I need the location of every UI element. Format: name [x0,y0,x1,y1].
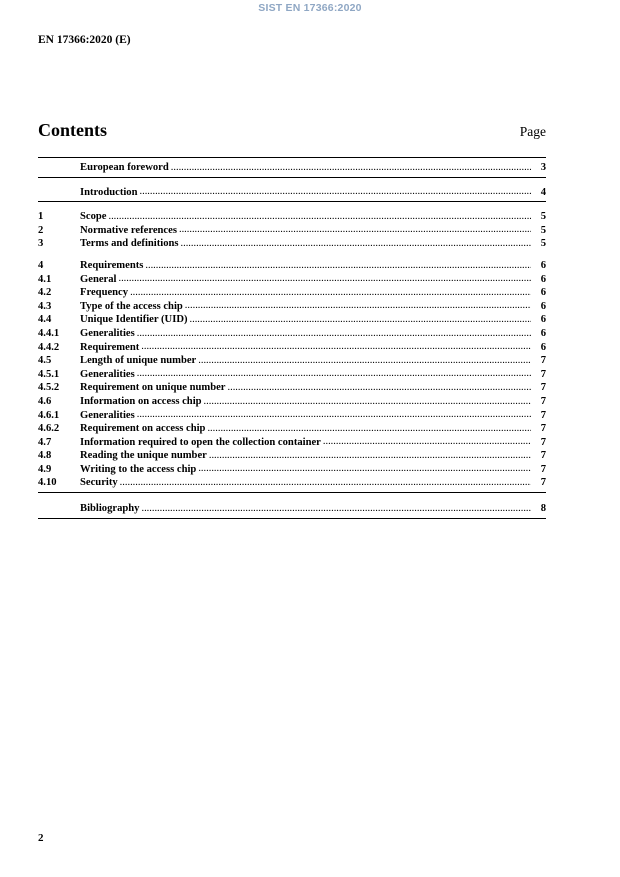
toc-leader-dots [145,261,531,271]
toc-entry-page: 7 [540,477,546,489]
toc-entry-page: 7 [540,463,546,475]
toc-entry-label: Requirement on access chip [80,423,206,435]
table-of-contents [38,155,546,522]
toc-entry[interactable] [38,476,546,490]
page-column-label: Page [519,124,546,139]
toc-entry-page: 3 [540,162,546,173]
toc-entry-label: Reading the unique number [80,450,207,462]
toc-entry-page: 6 [540,327,546,339]
contents-heading-row [38,120,546,141]
toc-leader-dots [198,356,531,366]
toc-entry[interactable] [38,449,546,463]
toc-entry-number: 4.4.2 [38,341,60,353]
toc-entry-number: 4.4 [38,314,52,326]
toc-leader-dots [228,383,532,393]
toc-divider [38,492,546,493]
toc-entry[interactable] [38,381,546,395]
toc-entry-page: 6 [540,341,546,353]
toc-entry-page: 7 [540,423,546,435]
toc-entry[interactable] [38,161,546,175]
toc-entry-number: 4 [38,259,44,271]
toc-entry[interactable] [38,327,546,341]
toc-entry-number: 4.9 [38,463,52,475]
toc-entry-page: 5 [540,224,546,236]
toc-entry-number: 4.8 [38,450,52,462]
toc-entry[interactable] [38,341,546,355]
toc-entry[interactable] [38,368,546,382]
toc-leader-dots [207,424,531,434]
toc-entry[interactable] [38,422,546,436]
toc-entry-number: 4.4.1 [38,327,60,339]
page-title: Contents [38,120,108,140]
toc-leader-dots [108,212,531,222]
toc-divider [38,518,546,519]
footer-page-number: 2 [38,832,44,844]
toc-leader-dots [209,451,531,461]
toc-entry-label: Requirements [80,259,144,271]
toc-entry-label: Generalities [80,327,135,339]
toc-entry-page: 7 [540,382,546,394]
toc-divider [38,177,546,178]
toc-divider [38,157,546,158]
toc-divider [38,201,546,202]
toc-entry-page: 7 [540,436,546,448]
toc-entry-page: 8 [540,503,546,515]
toc-entry-page: 7 [540,355,546,367]
toc-leader-dots [141,342,531,352]
toc-leader-dots [171,163,531,173]
toc-entry-number: 4.5.1 [38,368,60,380]
toc-entry-label: Type of the access chip [80,300,183,312]
toc-leader-dots [137,329,531,339]
toc-entry-label: Introduction [80,186,138,198]
toc-entry-label: Generalities [80,368,135,380]
toc-entry-label: Information required to open the collection container [80,436,321,448]
toc-entry-label: Security [80,477,118,489]
toc-leader-dots [137,369,531,379]
toc-leader-dots [204,397,531,407]
toc-entry-page: 7 [540,368,546,380]
toc-entry[interactable] [38,409,546,423]
toc-entry-page: 6 [540,273,546,285]
toc-entry[interactable] [38,502,546,516]
toc-entry-label: Requirement on unique number [80,382,226,394]
toc-leader-dots [137,410,531,420]
toc-entry-number: 3 [38,238,44,250]
toc-entry-label: Terms and definitions [80,238,179,250]
toc-entry[interactable] [38,273,546,287]
toc-leader-dots [179,225,531,235]
toc-entry[interactable] [38,354,546,368]
toc-leader-dots [185,301,531,311]
toc-entry-number: 1 [38,211,44,223]
toc-entry-page: 4 [540,186,546,198]
toc-entry[interactable] [38,286,546,300]
toc-leader-dots [190,315,531,325]
toc-entry-page: 6 [540,314,546,326]
toc-entry-page: 6 [540,259,546,271]
toc-entry-number: 4.7 [38,436,52,448]
toc-entry[interactable] [38,436,546,450]
toc-leader-dots [118,274,531,284]
toc-entry[interactable] [38,300,546,314]
toc-leader-dots [120,478,531,488]
toc-leader-dots [141,504,531,514]
toc-entry-label: Information on access chip [80,395,202,407]
toc-leader-dots [140,187,532,197]
toc-entry-number: 4.6.2 [38,423,60,435]
toc-entry-number: 4.5.2 [38,382,60,394]
toc-entry-label: Requirement [80,341,140,353]
toc-entry-label: General [80,273,117,285]
toc-entry-number: 4.3 [38,300,52,312]
toc-leader-dots [130,288,531,298]
toc-entry-number: 4.2 [38,287,52,299]
toc-entry-page: 7 [540,395,546,407]
toc-entry[interactable] [38,237,546,251]
toc-leader-dots [198,464,531,474]
toc-entry-page: 7 [540,450,546,462]
toc-entry-label: Generalities [80,409,135,421]
toc-entry-label: Length of unique number [80,355,197,367]
toc-entry-page: 7 [540,409,546,421]
toc-entry-page: 6 [540,300,546,312]
toc-entry-number: 4.6 [38,395,52,407]
toc-leader-dots [323,437,531,447]
toc-entry-page: 5 [540,211,546,223]
toc-entry[interactable] [38,313,546,327]
toc-entry[interactable] [38,186,546,200]
toc-entry[interactable] [38,463,546,477]
toc-entry-label: Unique Identifier (UID) [80,314,188,326]
toc-entry-number: 2 [38,224,44,236]
toc-entry-label: Scope [80,211,107,223]
toc-entry[interactable] [38,224,546,238]
toc-entry[interactable] [38,395,546,409]
toc-entry[interactable] [38,259,546,273]
toc-entry-page: 5 [540,238,546,250]
toc-entry-number: 4.1 [38,273,52,285]
toc-entry-label: Normative references [80,224,177,236]
toc-leader-dots [181,239,531,249]
toc-entry-number: 4.6.1 [38,409,60,421]
toc-entry-label: Writing to the access chip [80,463,197,475]
toc-entry-number: 4.10 [38,477,57,489]
watermark-text: SIST EN 17366:2020 [258,2,362,14]
toc-entry-label: Bibliography [80,503,140,515]
toc-entry-number: 4.5 [38,355,52,367]
toc-entry-label: Frequency [80,287,129,299]
standard-reference-header: EN 17366:2020 (E) [38,34,131,46]
toc-entry[interactable] [38,210,546,224]
toc-entry-page: 6 [540,287,546,299]
toc-entry-label: European foreword [80,162,169,173]
